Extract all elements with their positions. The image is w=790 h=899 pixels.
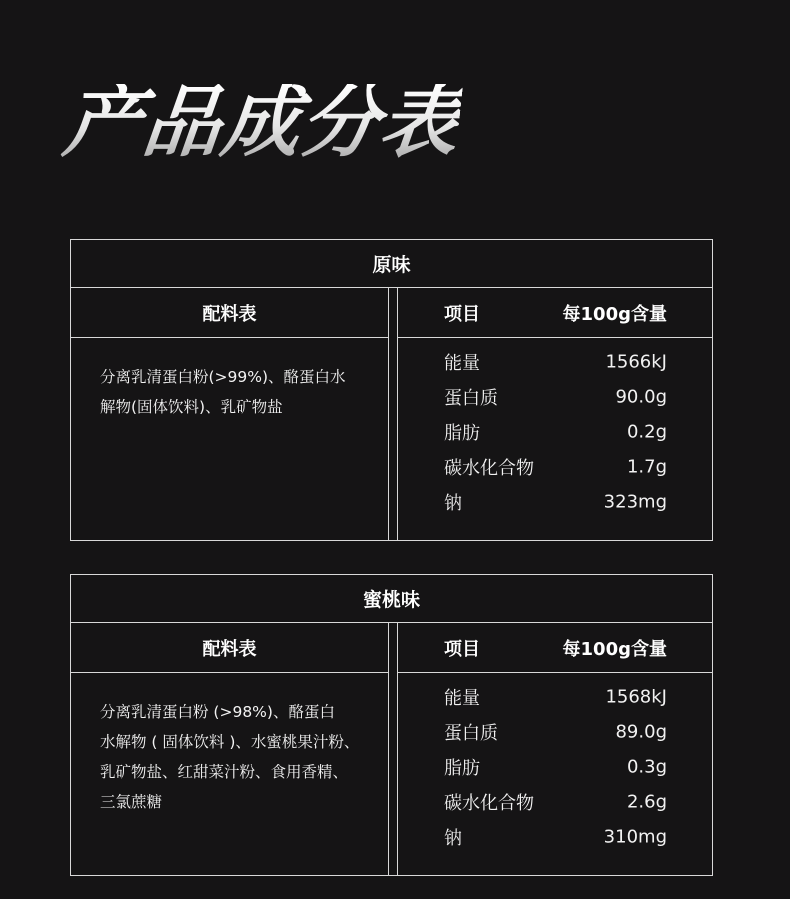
- nutrient-name: 能量: [444, 687, 480, 709]
- nutrition-header: [398, 288, 712, 338]
- ingredients-header: 配料表: [71, 288, 388, 338]
- ingredients-line: 三氯蔗糖: [100, 793, 163, 811]
- nutrient-name: 钠: [444, 827, 462, 849]
- nutrition-row: [398, 784, 712, 819]
- nutrient-value: 89.0g: [615, 721, 667, 742]
- ingredients-header: 配料表: [71, 623, 388, 673]
- nutrient-name: 碳水化合物: [444, 457, 534, 479]
- nutrient-name: 能量: [444, 352, 480, 374]
- nutrient-name: 蛋白质: [444, 387, 498, 409]
- nutrient-name: 脂肪: [444, 757, 480, 779]
- nutrition-row: [398, 484, 712, 519]
- ingredients-column: [71, 623, 389, 875]
- nutrition-row: [398, 449, 712, 484]
- flavor-title: 原味: [71, 240, 712, 288]
- ingredients-line: 水解物 ( 固体饮料 )、水蜜桃果汁粉、: [100, 733, 360, 751]
- nutrition-table-peach: [70, 574, 713, 876]
- nutrient-value: 310mg: [603, 826, 667, 847]
- nutrient-value: 0.2g: [626, 421, 667, 442]
- ingredients-text: [100, 362, 372, 422]
- nutrition-row: [398, 749, 712, 784]
- item-header: 项目: [444, 638, 480, 660]
- nutrient-name: 碳水化合物: [444, 792, 534, 814]
- ingredients-column: [71, 288, 389, 540]
- nutrient-value: 1568kJ: [605, 686, 667, 707]
- nutrient-name: 脂肪: [444, 422, 480, 444]
- ingredients-line: 乳矿物盐、红甜菜汁粉、食用香精、: [100, 763, 349, 781]
- nutrient-value: 2.6g: [626, 791, 667, 812]
- nutrient-name: 钠: [444, 492, 462, 514]
- page-title: 产品成分表: [59, 78, 464, 168]
- nutrient-name: 蛋白质: [444, 722, 498, 744]
- nutrition-column: [397, 288, 712, 540]
- ingredients-line: 解物(固体饮料)、乳矿物盐: [100, 398, 283, 416]
- nutrient-value: 0.3g: [626, 756, 667, 777]
- nutrient-value: 1566kJ: [605, 351, 667, 372]
- flavor-title: 蜜桃味: [71, 575, 712, 623]
- item-header: 项目: [444, 303, 480, 325]
- nutrient-value: 323mg: [603, 491, 667, 512]
- ingredients-line: 分离乳清蛋白粉(>99%)、酪蛋白水: [100, 368, 346, 386]
- nutrient-value: 1.7g: [626, 456, 667, 477]
- ingredients-text: [100, 697, 372, 817]
- nutrition-row: [398, 819, 712, 854]
- nutrient-value: 90.0g: [615, 386, 667, 407]
- nutrition-row: [398, 679, 712, 714]
- nutrition-row: [398, 714, 712, 749]
- per-100g-header: 每100g含量: [562, 638, 667, 660]
- per-100g-header: 每100g含量: [562, 303, 667, 325]
- nutrition-row: [398, 344, 712, 379]
- nutrition-row: [398, 414, 712, 449]
- nutrition-table-original: [70, 239, 713, 541]
- nutrition-row: [398, 379, 712, 414]
- nutrition-header: [398, 623, 712, 673]
- ingredients-line: 分离乳清蛋白粉 (>98%)、酪蛋白: [100, 703, 335, 721]
- nutrition-column: [397, 623, 712, 875]
